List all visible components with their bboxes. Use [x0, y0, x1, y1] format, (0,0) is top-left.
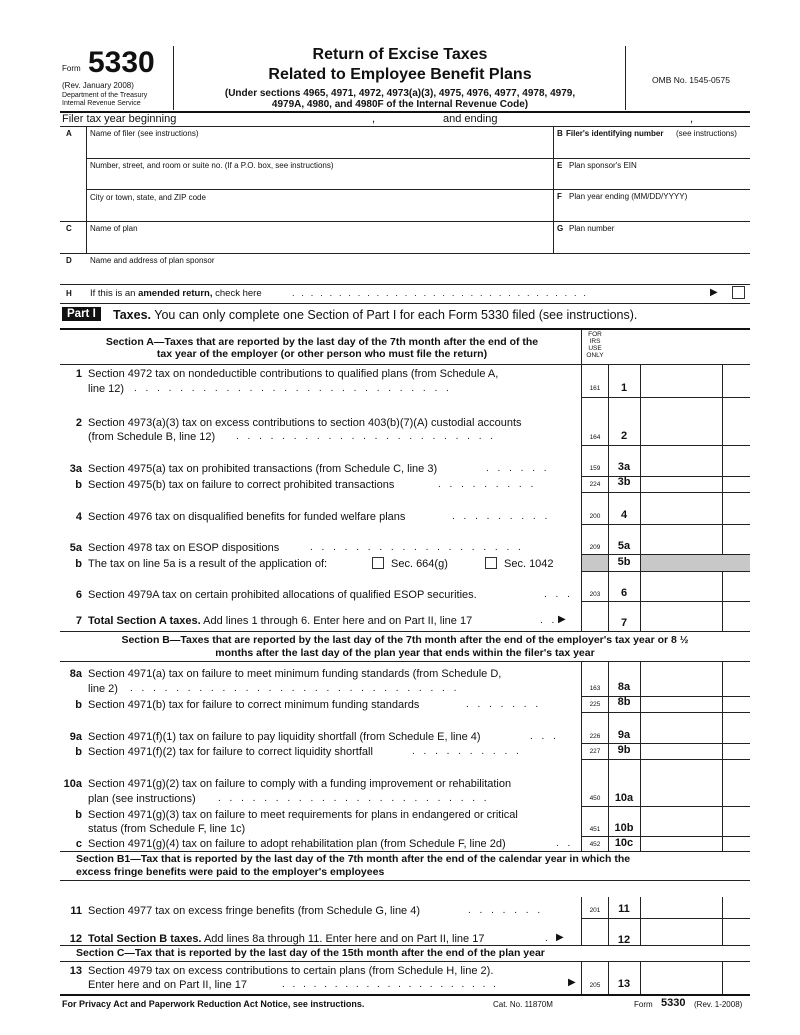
line-12-text: Total Section B taxes. Add lines 8a through 11. Enter here and on Part II, line 17 — [88, 933, 485, 945]
line-box-label: 9a — [617, 729, 631, 741]
line-box-label: 5b — [617, 556, 631, 568]
line-3b-amount-field[interactable] — [642, 477, 720, 491]
form-label: Form — [62, 64, 81, 73]
filer-name-field[interactable] — [88, 139, 550, 157]
filer-id-field[interactable] — [556, 139, 748, 157]
irs-code: 452 — [589, 841, 601, 848]
line-10b-amount-field[interactable] — [642, 820, 720, 835]
line-number: 2 — [75, 417, 82, 429]
irs-code: 164 — [589, 434, 601, 441]
part-i-title: Taxes. You can only complete one Section of Part I for each Form 5330 filed (see instructions). — [113, 308, 638, 322]
line-box-label: 8a — [617, 681, 631, 693]
section-b1-heading-line2: excess fringe benefits were paid to the employer's employees — [76, 866, 385, 878]
line-1-amount-field[interactable] — [642, 380, 720, 396]
line-4-text: Section 4976 tax on disqualified benefits for funded welfare plans — [88, 511, 406, 523]
section-a-heading-line1: Section A—Taxes that are reported by the last day of the 7th month after the end of the — [105, 336, 539, 348]
field-letter-e: E — [557, 161, 563, 170]
line-number: b — [75, 699, 82, 711]
line-13-amount-field[interactable] — [642, 976, 720, 992]
line-5a-amount-field[interactable] — [642, 538, 720, 553]
irs-code: 225 — [589, 701, 601, 708]
line-box-label: 8b — [617, 696, 631, 708]
line-number: 10a — [63, 778, 82, 790]
line-box-label: 5a — [617, 540, 631, 552]
footer-form-number: 5330 — [661, 997, 686, 1009]
line-number: b — [75, 809, 82, 821]
leader-dots: . . . . . . — [486, 463, 550, 474]
irs-code: 451 — [589, 826, 601, 833]
line-10a-amount-field[interactable] — [642, 789, 720, 804]
line-number: 3a — [69, 463, 82, 475]
line-3a-text: Section 4975(a) tax on prohibited transactions (from Schedule C, line 3) — [88, 463, 438, 475]
catalog-number: Cat. No. 11870M — [493, 1000, 553, 1009]
irs-code: 161 — [589, 385, 601, 392]
leader-dots: . . . . . . . . . . . . . . . . . . . . . — [282, 979, 499, 990]
leader-dots: . . . . . . . — [468, 905, 544, 916]
form-subtitle-line2: 4979A, 4980, and 4980F of the Internal Revenue Code) — [271, 99, 529, 110]
irs-code: 227 — [589, 748, 601, 755]
line-box-label: 3b — [617, 476, 631, 488]
comma-separator: , — [372, 113, 376, 125]
leader-dots: . . . . . . . . . . . . . . . . . . . — [310, 542, 524, 553]
line-number: 9a — [69, 731, 82, 743]
leader-dots: . . . — [544, 589, 573, 600]
line-10c-text: Section 4971(g)(4) tax on failure to adopt rehabilitation plan (from Schedule F, line 2d) — [88, 838, 506, 850]
line-5b-text: The tax on line 5a is a result of the application of: — [88, 558, 328, 570]
line-13-text: Section 4979 tax on excess contributions to certain plans (from Schedule H, line 2). — [88, 965, 494, 977]
line-6-amount-field[interactable] — [642, 585, 720, 600]
section-b-heading-line1: Section B—Taxes that are reported by the last day of the 7th month after the end of the employer's tax year or 8 ½ — [121, 634, 689, 646]
section-c-heading: Section C—Tax that is reported by the last day of the 15th month after the end of the plan year — [76, 947, 545, 959]
amended-return-checkbox[interactable] — [732, 286, 745, 299]
line-9a-text: Section 4971(f)(1) tax on failure to pay liquidity shortfall (from Schedule E, line 4) — [88, 731, 481, 743]
line-1-text-cont: line 12) — [88, 383, 125, 395]
line-10a-text: Section 4971(g)(2) tax on failure to comply with a funding improvement or rehabilitation — [88, 778, 512, 790]
line-8a-text: Section 4971(a) tax on failure to meet minimum funding standards (from Schedule D, — [88, 668, 502, 680]
line-9a-amount-field[interactable] — [642, 727, 720, 742]
sponsor-ein-field[interactable] — [556, 171, 748, 188]
line-10c-amount-field[interactable] — [642, 837, 720, 850]
line-9b-amount-field[interactable] — [642, 744, 720, 758]
line-8b-amount-field[interactable] — [642, 697, 720, 711]
leader-dots: . . . . . . . . . — [452, 511, 551, 522]
line-10b-text: Section 4971(g)(3) tax on failure to meet requirements for plans in endangered or critical — [88, 809, 518, 821]
street-label: Number, street, and room or suite no. (If a P.O. box, see instructions) — [90, 161, 334, 170]
plan-year-ending-label: Plan year ending (MM/DD/YYYY) — [569, 192, 688, 201]
plan-sponsor-label: Name and address of plan sponsor — [90, 256, 215, 265]
line-3a-amount-field[interactable] — [642, 459, 720, 474]
line-8b-text: Section 4971(b) tax for failure to correct minimum funding standards — [88, 699, 420, 711]
field-letter-f: F — [557, 192, 562, 201]
field-letter-b: B — [557, 129, 563, 138]
leader-dots: . . . . . . . . . . . . . . . . . . . . . . . . . . . . . — [130, 683, 460, 694]
plan-name-label: Name of plan — [90, 224, 138, 233]
plan-name-field[interactable] — [88, 234, 550, 251]
line-number: 8a — [69, 668, 82, 680]
line-box-label: 10a — [614, 792, 634, 804]
filer-id-label: Filer's identifying number — [566, 129, 664, 138]
irs-label: Internal Revenue Service — [62, 100, 141, 107]
irs-code: 159 — [589, 465, 601, 472]
line-10a-text-cont: plan (see instructions) — [88, 793, 196, 805]
street-field[interactable] — [88, 171, 550, 188]
line-box-label: 4 — [620, 509, 628, 521]
line-7-text: Total Section A taxes. Add lines 1 through 6. Enter here and on Part II, line 17 — [88, 615, 473, 627]
line-number: 12 — [69, 933, 82, 945]
leader-dots: . — [545, 933, 551, 944]
line-9b-text: Section 4971(f)(2) tax for failure to correct liquidity shortfall — [88, 746, 373, 758]
form-title-line2: Related to Employee Benefit Plans — [268, 66, 532, 83]
line-number: 6 — [75, 589, 82, 601]
revision-date: (Rev. January 2008) — [62, 81, 134, 90]
arrow-icon: ▶ — [568, 977, 576, 988]
section-b1-heading-line1: Section B1—Tax that is reported by the last day of the 7th month after the end of the calendar year in which the — [76, 853, 631, 865]
leader-dots: . . . . . . . . . . . . . . . . . . . . . . . . . . . . — [134, 383, 452, 394]
line-number: b — [75, 746, 82, 758]
leader-dots: . . . . . . . . . . . . . . . . . . . . . . . . — [218, 793, 490, 804]
form-title-line1: Return of Excise Taxes — [312, 46, 488, 63]
line-number: 4 — [75, 511, 82, 523]
omb-number: OMB No. 1545-0575 — [652, 75, 730, 85]
footer-form-label: Form — [634, 1000, 653, 1009]
line-box-label: 10c — [614, 837, 634, 849]
amended-return-label: If this is an amended return, check here — [90, 288, 262, 299]
irs-code: 205 — [589, 982, 601, 989]
line-2-text: Section 4973(a)(3) tax on excess contributions to section 403(b)(7)(A) custodial accounts — [88, 417, 522, 429]
plan-sponsor-field[interactable] — [88, 266, 748, 282]
field-letter-g: G — [557, 224, 564, 233]
line-number: 13 — [69, 965, 82, 977]
leader-dots: . . . . . . . . . . — [412, 746, 522, 757]
line-box-label: 6 — [620, 587, 628, 599]
filer-id-note: (see instructions) — [676, 129, 737, 138]
line-7-amount-field[interactable] — [642, 613, 720, 629]
footer-revision: (Rev. 1-2008) — [694, 1000, 743, 1009]
line-13-text-cont: Enter here and on Part II, line 17 — [88, 979, 247, 991]
city-field[interactable] — [88, 203, 550, 219]
tax-year-label: Filer tax year beginning — [62, 113, 177, 125]
form-number: 5330 — [88, 46, 155, 79]
plan-year-ending-field[interactable] — [556, 202, 748, 219]
part-i-tag: Part I — [62, 307, 101, 321]
field-letter-c: C — [66, 224, 72, 233]
line-number: b — [75, 558, 82, 570]
line-box-label: 12 — [617, 934, 631, 946]
irs-code: 200 — [589, 513, 601, 520]
line-number: 1 — [75, 368, 82, 380]
sec-664g-label: Sec. 664(g) — [391, 558, 448, 570]
line-2-text-cont: (from Schedule B, line 12) — [88, 431, 216, 443]
irs-code: 201 — [589, 907, 601, 914]
line-8a-amount-field[interactable] — [642, 679, 720, 694]
line-5a-text: Section 4978 tax on ESOP dispositions — [88, 542, 280, 554]
sec-664g-checkbox[interactable] — [372, 557, 384, 569]
sec-1042-checkbox[interactable] — [485, 557, 497, 569]
arrow-icon: ▶ — [710, 287, 718, 298]
irs-code: 209 — [589, 544, 601, 551]
line-12-amount-field[interactable] — [642, 930, 720, 944]
line-1-text: Section 4972 tax on nondeductible contributions to qualified plans (from Schedule A, — [88, 368, 499, 380]
line-box-label: 2 — [620, 430, 628, 442]
privacy-notice: For Privacy Act and Paperwork Reduction Act Notice, see instructions. — [62, 999, 365, 1009]
line-number: 11 — [70, 905, 82, 917]
line-number: c — [75, 838, 82, 850]
line-number: 7 — [75, 615, 82, 627]
line-11-amount-field[interactable] — [642, 901, 720, 916]
leader-dots: . . — [540, 615, 558, 626]
line-box-label: 9b — [617, 744, 631, 756]
sponsor-ein-label: Plan sponsor's EIN — [569, 161, 637, 170]
section-a-heading-line2: tax year of the employer (or other person who must file the return) — [156, 348, 488, 360]
irs-code: 163 — [589, 685, 601, 692]
and-ending-label: and ending — [443, 113, 498, 125]
line-number: b — [75, 479, 82, 491]
leader-dots: . . . — [530, 731, 559, 742]
irs-code: 226 — [589, 733, 601, 740]
leader-dots: . . . . . . . . . . . . . . . . . . . . . . . . . . . . . . . . — [292, 288, 589, 298]
leader-dots: . . — [556, 838, 574, 849]
field-letter-d: D — [66, 256, 72, 265]
line-3b-text: Section 4975(b) tax on failure to correct prohibited transactions — [88, 479, 395, 491]
line-10b-text-cont: status (from Schedule F, line 1c) — [88, 823, 246, 835]
leader-dots: . . . . . . . . . — [438, 479, 537, 490]
line-box-label: 1 — [620, 382, 628, 394]
plan-number-field[interactable] — [556, 234, 748, 251]
department-label: Department of the Treasury — [62, 92, 148, 99]
sec-1042-label: Sec. 1042 — [504, 558, 554, 570]
line-box-label: 3a — [617, 461, 631, 473]
line-4-amount-field[interactable] — [642, 507, 720, 522]
line-11-text: Section 4977 tax on excess fringe benefits (from Schedule G, line 4) — [88, 905, 421, 917]
irs-use-only-label: FOR IRS USE ONLY — [586, 331, 604, 359]
irs-code: 450 — [589, 795, 601, 802]
line-8a-text-cont: line 2) — [88, 683, 118, 695]
leader-dots: . . . . . . . — [466, 699, 542, 710]
line-box-label: 11 — [618, 903, 630, 915]
irs-code: 203 — [589, 591, 601, 598]
line-6-text: Section 4979A tax on certain prohibited allocations of qualified ESOP securities. — [88, 589, 477, 601]
form-subtitle-line1: (Under sections 4965, 4971, 4972, 4973(a)(3), 4975, 4976, 4977, 4978, 4979, — [224, 88, 576, 99]
irs-code: 224 — [589, 481, 601, 488]
line-box-label: 10b — [614, 822, 634, 834]
line-box-label: 13 — [617, 978, 631, 990]
line-box-label: 7 — [620, 617, 628, 629]
line-number: 5a — [69, 542, 82, 554]
field-letter-a: A — [66, 129, 72, 138]
filer-name-label: Name of filer (see instructions) — [90, 129, 199, 138]
arrow-icon: ▶ — [556, 932, 564, 943]
section-b-heading-line2: months after the last day of the plan year that ends within the filer's tax year — [215, 647, 595, 659]
leader-dots: . . . . . . . . . . . . . . . . . . . . . . . — [236, 431, 497, 442]
city-label: City or town, state, and ZIP code — [90, 193, 206, 202]
field-letter-h: H — [66, 289, 72, 298]
comma-separator: , — [690, 113, 694, 125]
line-2-amount-field[interactable] — [642, 428, 720, 444]
plan-number-label: Plan number — [569, 224, 615, 233]
arrow-icon: ▶ — [558, 614, 566, 625]
